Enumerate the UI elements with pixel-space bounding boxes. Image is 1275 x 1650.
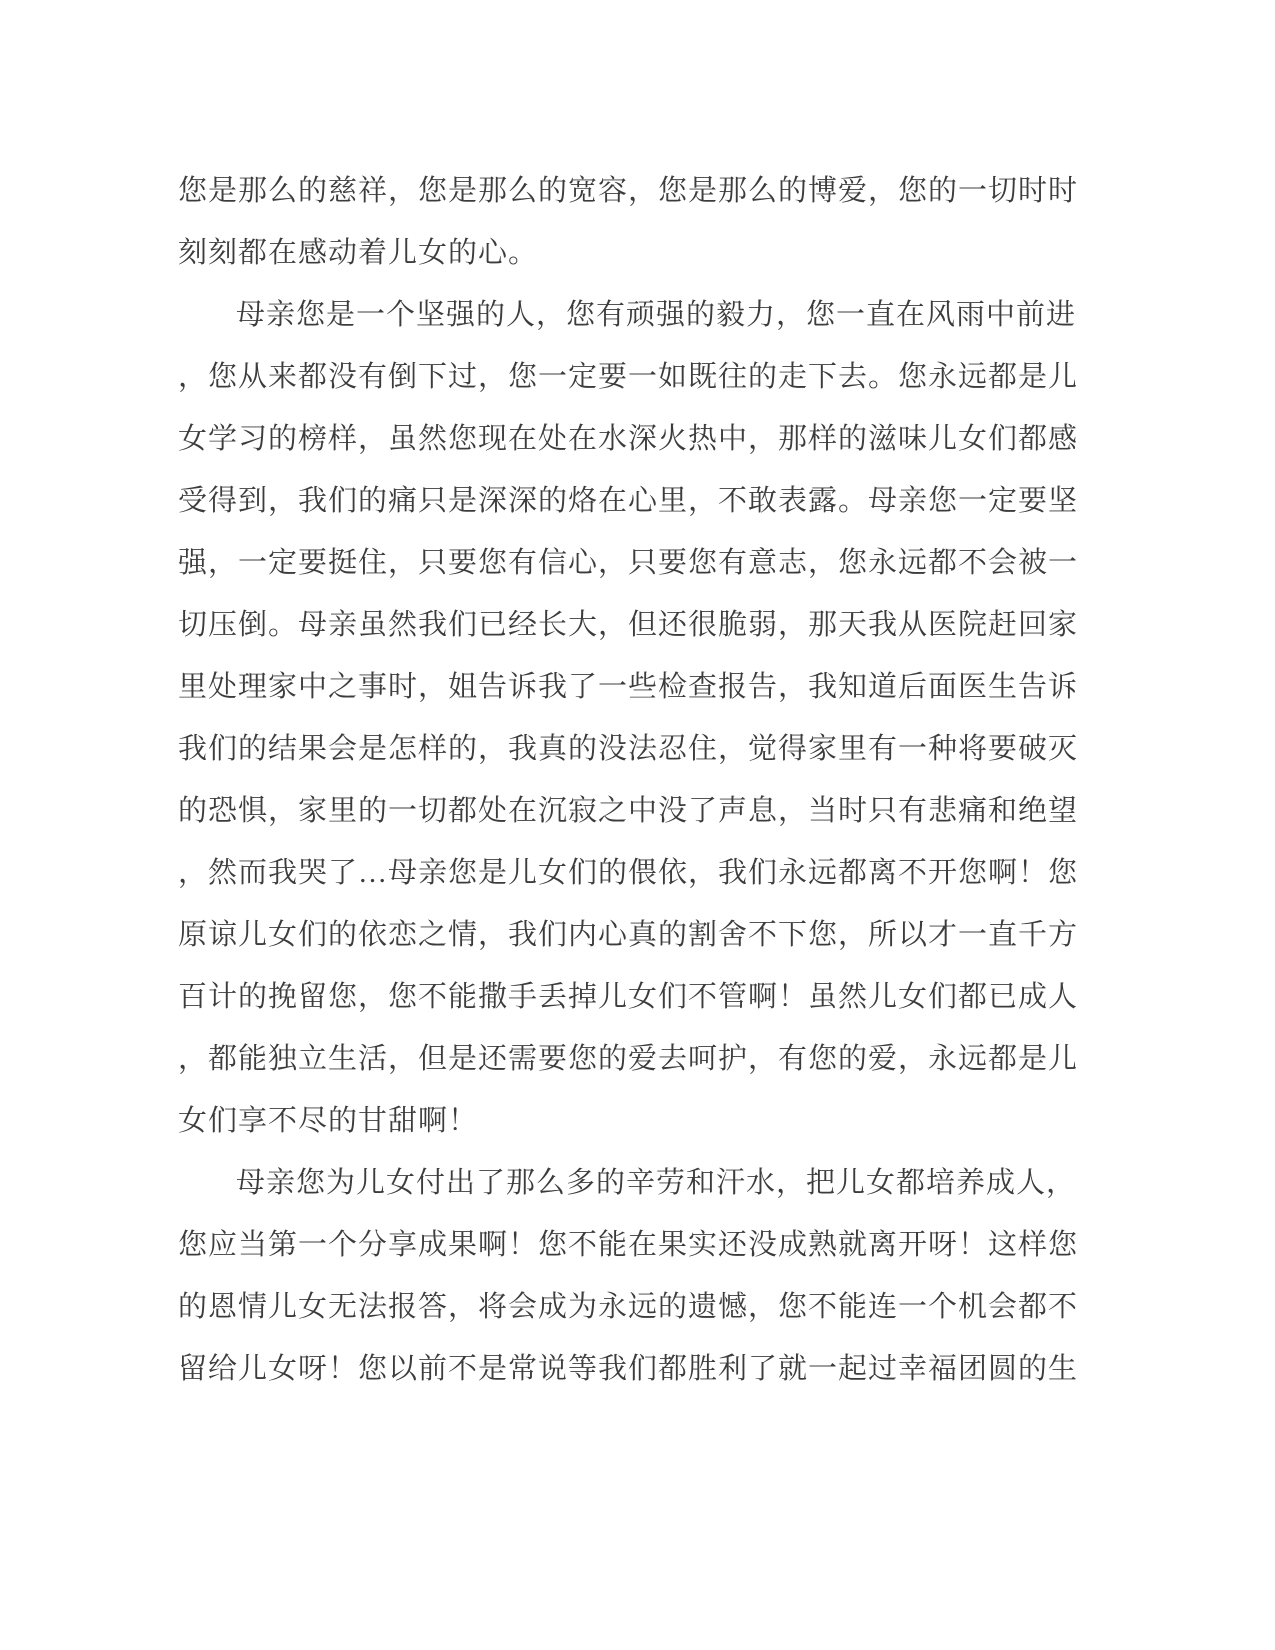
text-line: 原谅儿女们的依恋之情，我们内心真的割舍不下您，所以才一直千方 bbox=[178, 919, 1079, 951]
text-line: ，都能独立生活，但是还需要您的爱去呵护，有您的爱，永远都是儿 bbox=[178, 1043, 1079, 1075]
text-line: 百计的挽留您，您不能撒手丢掉儿女们不管啊！虽然儿女们都已成人 bbox=[178, 981, 1079, 1013]
text-line: 强，一定要挺住，只要您有信心，只要您有意志，您永远都不会被一 bbox=[178, 547, 1079, 579]
text-line: 您是那么的慈祥，您是那么的宽容，您是那么的博爱，您的一切时时 bbox=[178, 175, 1079, 207]
text-line: ，然而我哭了…母亲您是儿女们的偎依，我们永远都离不开您啊！您 bbox=[178, 857, 1079, 889]
text-line: 切压倒。母亲虽然我们已经长大，但还很脆弱，那天我从医院赶回家 bbox=[178, 609, 1079, 641]
document-body-text bbox=[178, 160, 1088, 1400]
text-line: 女们享不尽的甘甜啊！ bbox=[178, 1105, 479, 1137]
text-line: 刻刻都在感动着儿女的心。 bbox=[178, 237, 539, 269]
text-line: 的恩情儿女无法报答，将会成为永远的遗憾，您不能连一个机会都不 bbox=[178, 1291, 1079, 1323]
text-line: 母亲您为儿女付出了那么多的辛劳和汗水，把儿女都培养成人， bbox=[236, 1167, 1077, 1199]
text-line: 留给儿女呀！您以前不是常说等我们都胜利了就一起过幸福团圆的生 bbox=[178, 1353, 1079, 1385]
text-line: 的恐惧，家里的一切都处在沉寂之中没了声息，当时只有悲痛和绝望 bbox=[178, 795, 1079, 827]
text-line: 我们的结果会是怎样的，我真的没法忍住，觉得家里有一种将要破灭 bbox=[178, 733, 1079, 765]
text-line: ，您从来都没有倒下过，您一定要一如既往的走下去。您永远都是儿 bbox=[178, 361, 1079, 393]
text-line: 您应当第一个分享成果啊！您不能在果实还没成熟就离开呀！这样您 bbox=[178, 1229, 1079, 1261]
text-line: 受得到，我们的痛只是深深的烙在心里，不敢表露。母亲您一定要坚 bbox=[178, 485, 1079, 517]
text-line: 母亲您是一个坚强的人，您有顽强的毅力，您一直在风雨中前进 bbox=[236, 299, 1077, 331]
text-line: 女学习的榜样，虽然您现在处在水深火热中，那样的滋味儿女们都感 bbox=[178, 423, 1079, 455]
text-line: 里处理家中之事时，姐告诉我了一些检查报告，我知道后面医生告诉 bbox=[178, 671, 1079, 703]
